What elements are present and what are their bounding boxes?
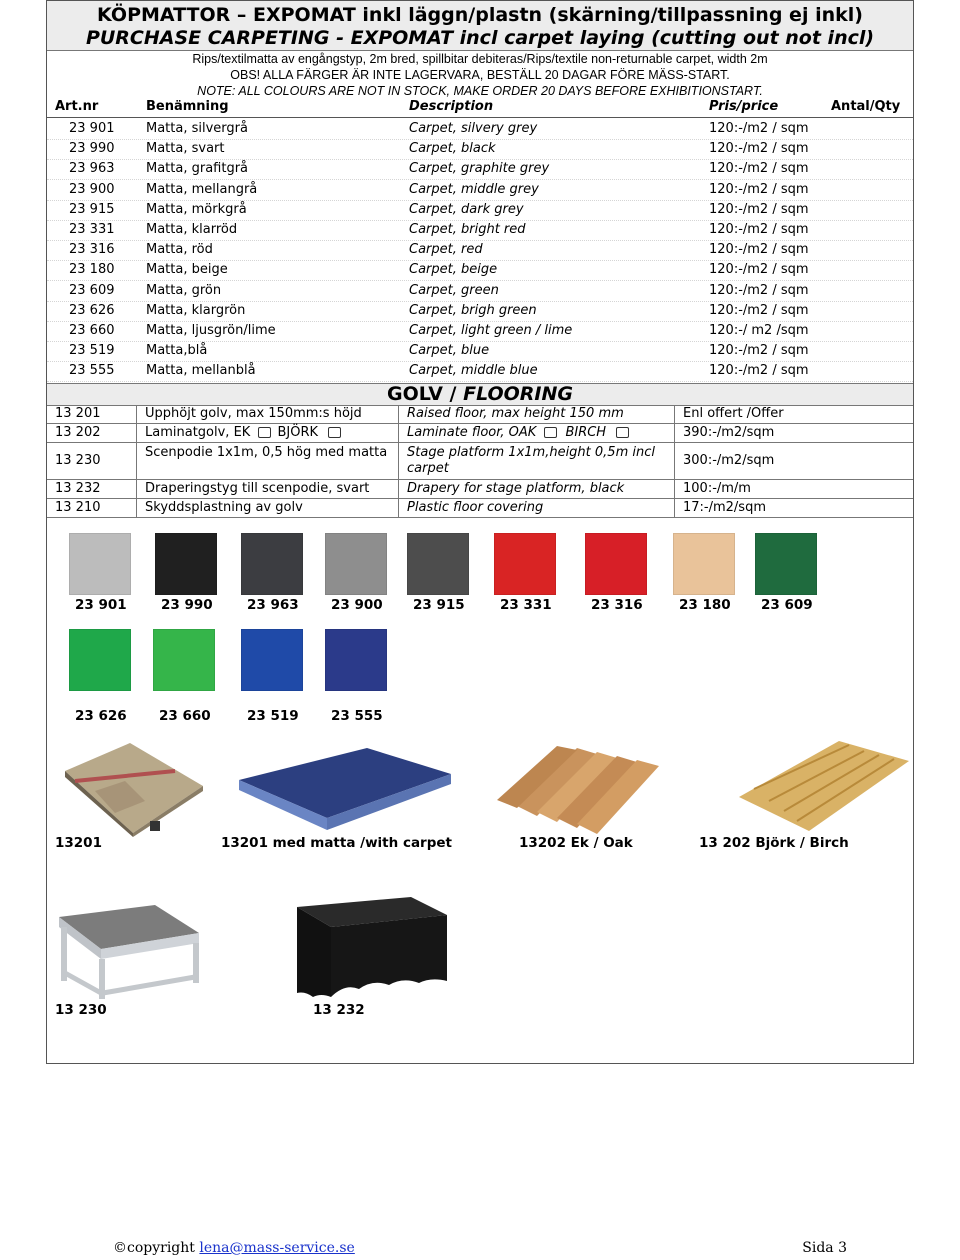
carpet-price: 120:-/m2 / sqm — [709, 262, 809, 278]
footer — [113, 1240, 847, 1256]
table-row — [47, 301, 913, 322]
carpet-art: 23 180 — [69, 262, 115, 278]
carpet-desc: Carpet, graphite grey — [409, 161, 550, 177]
photo-label-13201-carpet: 13201 med matta /with carpet — [221, 835, 452, 851]
quantity-field[interactable] — [830, 240, 900, 258]
carpet-price: 120:-/m2 / sqm — [709, 242, 809, 258]
swatch-label: 23 519 — [247, 708, 299, 724]
header-price: Pris/price — [709, 99, 779, 114]
table-row — [47, 480, 913, 499]
birch-desc-checkbox[interactable] — [616, 427, 629, 438]
flooring-heading-sv: GOLV / — [386, 383, 464, 405]
carpet-desc: Carpet, black — [409, 141, 496, 157]
flooring-heading-en: FLOORING — [463, 383, 574, 405]
carpet-name: Matta, beige — [146, 262, 228, 278]
carpet-name: Matta,blå — [146, 343, 208, 359]
table-row — [47, 260, 913, 281]
carpet-name: Matta, klarröd — [146, 222, 238, 237]
quantity-field[interactable] — [830, 220, 900, 238]
table-row — [47, 220, 913, 241]
carpet-name: Matta, mörkgrå — [146, 201, 247, 217]
swatch-label: 23 180 — [679, 597, 731, 613]
quantity-field[interactable] — [830, 159, 900, 177]
table-row — [47, 443, 913, 480]
carpet-price: 120:-/m2 / sqm — [709, 343, 809, 359]
carpet-price: 120:-/m2 / sqm — [709, 363, 809, 379]
carpet-name: Matta, mellangrå — [146, 181, 258, 197]
flooring-art: 13 202 — [47, 424, 137, 442]
carpet-price: 120:-/m2 / sqm — [709, 222, 809, 237]
carpet-art: 23 990 — [69, 141, 115, 157]
swatch-label: 23 901 — [75, 597, 127, 613]
flooring-desc: Stage platform 1x1m,height 0,5m incl carpet — [399, 443, 675, 479]
flooring-desc: Raised floor, max height 150 mm — [399, 405, 675, 423]
note-line-1: Rips/textilmatta av engångstyp, 2m bred, spillbitar debiteras/Rips/textile non-returnable carpet, width 2m — [192, 52, 768, 66]
carpet-desc: Carpet, middle grey — [409, 181, 539, 197]
carpet-table-header — [47, 99, 913, 118]
carpet-name: Matta, mellanblå — [146, 363, 256, 379]
title-english: PURCHASE CARPETING - EXPOMAT incl carpet laying (cutting out not incl) — [85, 27, 875, 49]
carpet-price: 120:-/ m2 /sqm — [709, 323, 809, 338]
photo-label-13201: 13201 — [55, 835, 102, 851]
stage-platform-image — [55, 903, 201, 1001]
carpet-price: 120:-/m2 / sqm — [709, 161, 809, 177]
carpet-swatch — [585, 533, 647, 595]
flooring-heading — [47, 383, 913, 406]
carpet-desc: Carpet, green — [409, 282, 499, 298]
header-art: Art.nr — [55, 99, 99, 114]
carpet-art: 23 331 — [69, 222, 115, 237]
flooring-art: 13 230 — [47, 443, 137, 479]
flooring-art: 13 232 — [47, 480, 137, 498]
flooring-name: Scenpodie 1x1m, 0,5 hög med matta — [137, 443, 399, 479]
carpet-swatch — [241, 533, 303, 595]
photo-label-13202-birch: 13 202 Björk / Birch — [699, 835, 849, 851]
carpet-name: Matta, grön — [146, 282, 222, 298]
carpet-art: 23 915 — [69, 201, 115, 217]
raised-floor-image — [55, 741, 205, 837]
option-oak-label: Laminatgolv, EK — [145, 425, 251, 440]
option-birch-desc: BIRCH — [565, 425, 607, 440]
header-description: Description — [409, 99, 494, 114]
option-oak-desc: Laminate floor, OAK — [407, 425, 537, 440]
carpet-swatch — [153, 629, 215, 691]
header-name: Benämning — [146, 99, 229, 114]
copyright-text: ©copyright — [113, 1240, 200, 1256]
raised-floor-carpet-image — [235, 744, 455, 832]
carpet-art: 23 626 — [69, 302, 115, 318]
quantity-field[interactable] — [830, 361, 900, 379]
carpet-price: 120:-/m2 / sqm — [709, 141, 809, 157]
price-list-frame — [46, 0, 914, 1064]
email-link[interactable]: lena@mass-service.se — [199, 1240, 355, 1256]
flooring-price: 300:-/m2/sqm — [683, 453, 775, 468]
carpet-swatch — [755, 533, 817, 595]
carpet-swatch — [241, 629, 303, 691]
carpet-name: Matta, klargrön — [146, 302, 246, 318]
carpet-desc: Carpet, dark grey — [409, 201, 524, 217]
quantity-field[interactable] — [830, 321, 900, 339]
swatch-label: 23 963 — [247, 597, 299, 613]
carpet-name: Matta, svart — [146, 141, 225, 157]
flooring-price: Enl offert /Offer — [683, 406, 784, 421]
flooring-price: 390:-/m2/sqm — [683, 425, 775, 440]
flooring-name: Skyddsplastning av golv — [137, 499, 399, 517]
carpet-swatch — [69, 533, 131, 595]
quantity-field[interactable] — [830, 301, 900, 319]
quantity-field[interactable] — [830, 139, 900, 157]
carpet-price: 120:-/m2 / sqm — [709, 121, 809, 136]
flooring-price: 100:-/m/m — [683, 481, 751, 496]
quantity-field[interactable] — [830, 119, 900, 137]
flooring-name — [137, 424, 399, 442]
carpet-art: 23 901 — [69, 121, 115, 136]
table-row — [47, 180, 913, 201]
flooring-name: Draperingstyg till scenpodie, svart — [137, 480, 399, 498]
quantity-field[interactable] — [830, 180, 900, 198]
flooring-desc: Plastic floor covering — [399, 499, 675, 517]
swatch-label: 23 316 — [591, 597, 643, 613]
carpet-swatch — [494, 533, 556, 595]
flooring-price: 17:-/m2/sqm — [683, 500, 766, 515]
table-row — [47, 405, 913, 424]
carpet-name: Matta, ljusgrön/lime — [146, 323, 276, 338]
carpet-desc: Carpet, blue — [409, 343, 490, 359]
carpet-desc: Carpet, brigh green — [409, 302, 537, 318]
title-block — [47, 1, 913, 51]
table-row — [47, 499, 913, 518]
carpet-art: 23 316 — [69, 242, 115, 258]
carpet-price: 120:-/m2 / sqm — [709, 201, 809, 217]
oak-checkbox[interactable] — [258, 427, 271, 438]
page-number: Sida 3 — [802, 1240, 847, 1256]
table-row — [47, 424, 913, 443]
table-row — [47, 240, 913, 261]
title-swedish: KÖPMATTOR – EXPOMAT inkl läggn/plastn (skärning/tillpassning ej inkl) — [97, 4, 863, 26]
table-row — [47, 119, 913, 140]
flooring-desc: Drapery for stage platform, black — [399, 480, 675, 498]
swatch-label: 23 900 — [331, 597, 383, 613]
swatch-label: 23 331 — [500, 597, 552, 613]
quantity-field[interactable] — [830, 200, 900, 218]
quantity-field[interactable] — [830, 260, 900, 278]
oak-laminate-image — [487, 746, 677, 834]
birch-checkbox[interactable] — [328, 427, 341, 438]
carpet-art: 23 900 — [69, 181, 115, 197]
header-qty: Antal/Qty — [831, 99, 901, 114]
carpet-desc: Carpet, red — [409, 242, 483, 258]
carpet-swatch — [325, 533, 387, 595]
quantity-field[interactable] — [830, 341, 900, 359]
carpet-desc: Carpet, beige — [409, 262, 498, 278]
table-row — [47, 321, 913, 342]
carpet-desc: Carpet, bright red — [409, 222, 526, 237]
carpet-desc: Carpet, silvery grey — [409, 121, 538, 136]
carpet-swatch — [69, 629, 131, 691]
oak-desc-checkbox[interactable] — [544, 427, 557, 438]
carpet-art: 23 963 — [69, 161, 115, 177]
carpet-art: 23 660 — [69, 323, 115, 338]
carpet-swatch — [155, 533, 217, 595]
carpet-name: Matta, grafitgrå — [146, 161, 249, 177]
flooring-art: 13 201 — [47, 405, 137, 423]
swatch-label: 23 915 — [413, 597, 465, 613]
table-row — [47, 341, 913, 362]
carpet-price: 120:-/m2 / sqm — [709, 282, 809, 298]
flooring-art: 13 210 — [47, 499, 137, 517]
carpet-art: 23 555 — [69, 363, 115, 379]
carpet-art: 23 519 — [69, 343, 115, 359]
swatch-label: 23 660 — [159, 708, 211, 724]
carpet-price: 120:-/m2 / sqm — [709, 181, 809, 197]
option-birch-label: BJÖRK — [277, 425, 318, 440]
note-line-2: OBS! ALLA FÄRGER ÄR INTE LAGERVARA, BESTÄLL 20 DAGAR FÖRE MÄSS-START. — [230, 68, 730, 82]
swatch-label: 23 555 — [331, 708, 383, 724]
swatch-label: 23 609 — [761, 597, 813, 613]
flooring-name: Upphöjt golv, max 150mm:s höjd — [137, 405, 399, 423]
flooring-desc — [399, 424, 675, 442]
carpet-name: Matta, röd — [146, 242, 213, 258]
swatch-label: 23 990 — [161, 597, 213, 613]
carpet-desc: Carpet, light green / lime — [409, 323, 573, 338]
swatch-label: 23 626 — [75, 708, 127, 724]
photo-label-13202-oak: 13202 Ek / Oak — [519, 835, 633, 851]
carpet-art: 23 609 — [69, 282, 115, 298]
table-row — [47, 139, 913, 160]
notes — [47, 51, 913, 99]
photo-label-13232: 13 232 — [313, 1002, 365, 1018]
carpet-swatch — [325, 629, 387, 691]
birch-laminate-image — [699, 739, 919, 835]
carpet-name: Matta, silvergrå — [146, 121, 248, 136]
carpet-swatch — [673, 533, 735, 595]
carpet-price: 120:-/m2 / sqm — [709, 302, 809, 318]
table-row — [47, 281, 913, 302]
carpet-desc: Carpet, middle blue — [409, 363, 538, 379]
carpet-swatch — [407, 533, 469, 595]
photo-label-13230: 13 230 — [55, 1002, 107, 1018]
table-row — [47, 361, 913, 382]
table-row — [47, 200, 913, 221]
stage-drapery-image — [291, 897, 451, 1001]
note-line-3: NOTE: ALL COLOURS ARE NOT IN STOCK, MAKE ORDER 20 DAYS BEFORE EXHIBITIONSTART. — [197, 84, 763, 98]
quantity-field[interactable] — [830, 281, 900, 299]
table-row — [47, 159, 913, 180]
